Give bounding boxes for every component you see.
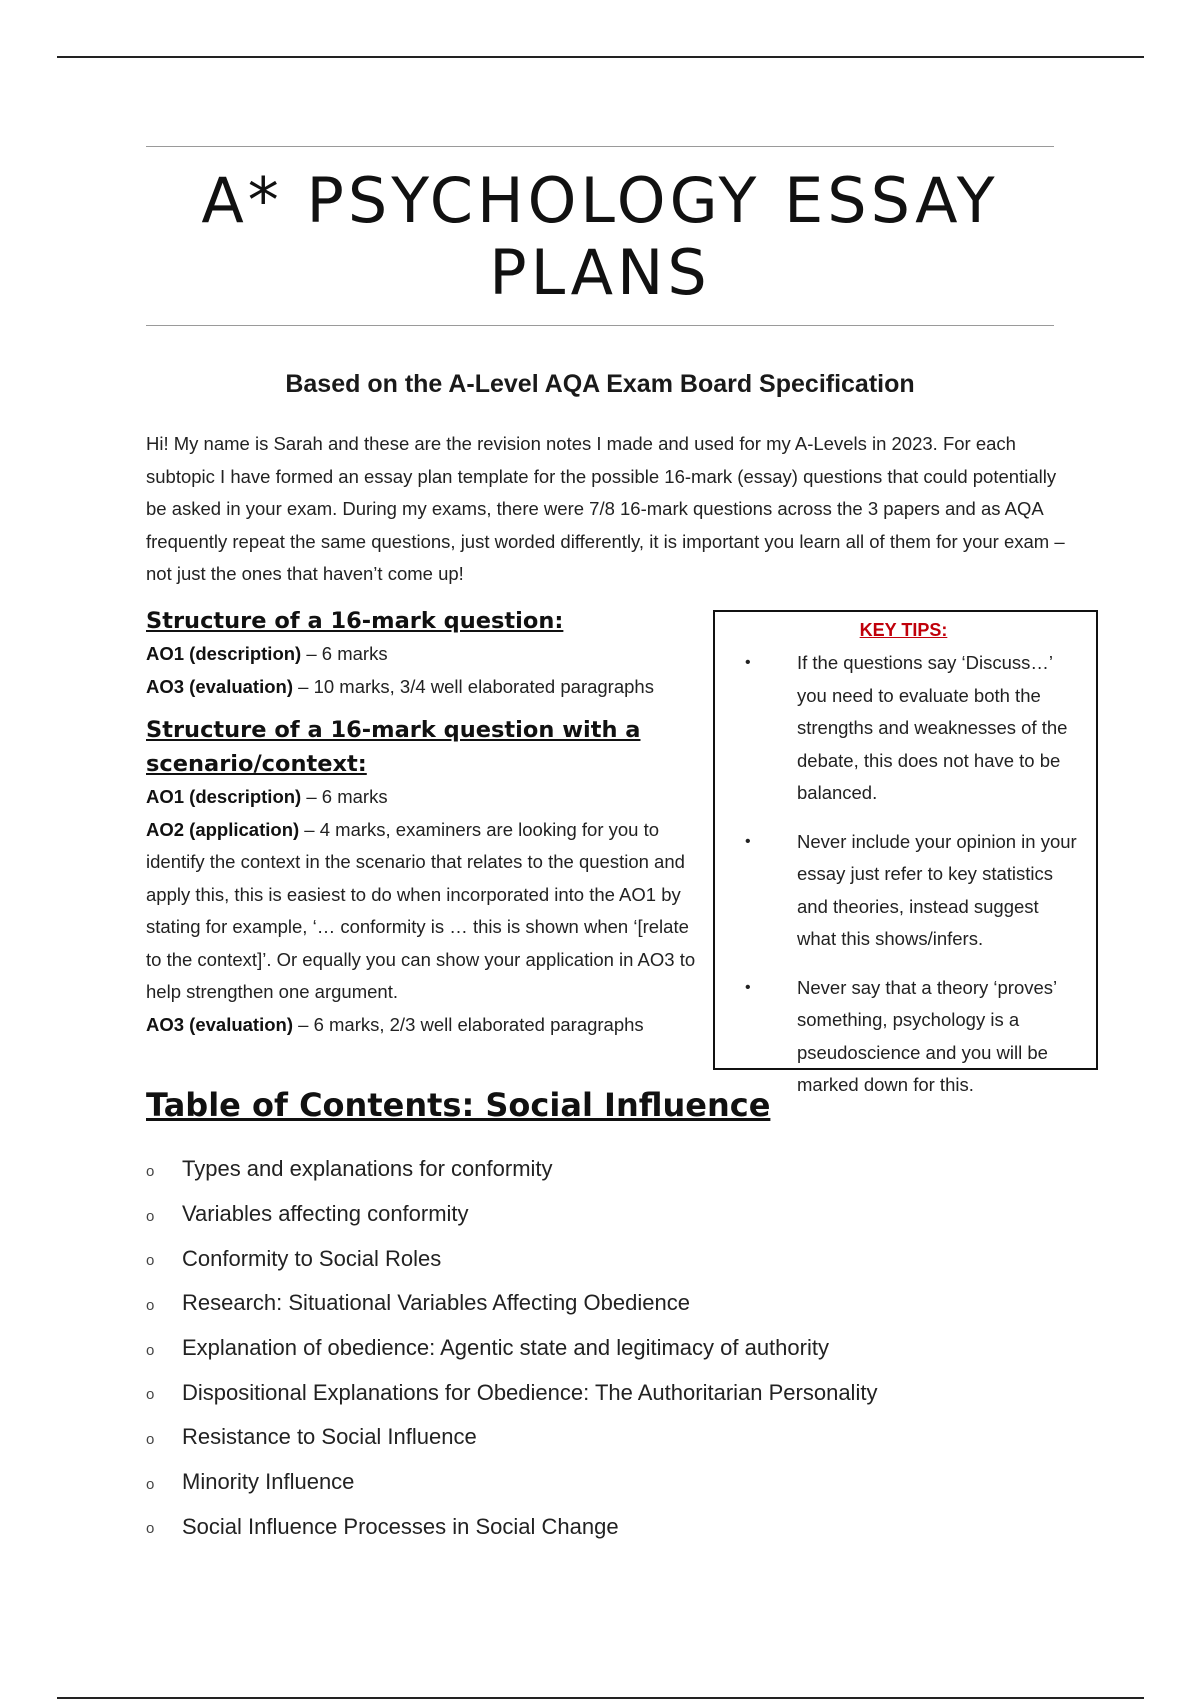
circle-bullet-icon: o (146, 1386, 155, 1404)
toc-item-label: Minority Influence (182, 1469, 355, 1495)
structure-line (146, 781, 706, 814)
toc-item-label: Variables affecting conformity (182, 1201, 469, 1227)
document-title: A* PSYCHOLOGY ESSAY PLANS (201, 164, 999, 309)
scenario-structure-heading: Structure of a 16-mark question with a scenario/context: (146, 717, 641, 777)
toc-item-label: Explanation of obedience: Agentic state and legitimacy of authority (182, 1335, 829, 1361)
bullet-icon: • (745, 832, 751, 850)
structure-line-text: – 6 marks (301, 643, 388, 664)
bullet-icon: • (745, 978, 751, 996)
toc-item[interactable] (146, 1147, 1106, 1192)
structure-line-text: – 6 marks (301, 786, 388, 807)
page-top-rule (57, 56, 1144, 58)
structure-line (146, 1009, 706, 1042)
toc-item[interactable] (146, 1236, 1106, 1281)
structure-column (146, 604, 706, 1041)
tip-item (725, 647, 1082, 810)
tip-text: If the questions say ‘Discuss…’ you need to evaluate both the strengths and weaknesses of the debate, this does not have to be balanced. (797, 652, 1068, 803)
circle-bullet-icon: o (146, 1162, 155, 1180)
toc-item[interactable] (146, 1326, 1106, 1371)
page-bottom-rule (57, 1697, 1144, 1699)
toc-item-label: Types and explanations for conformity (182, 1156, 553, 1182)
circle-bullet-icon: o (146, 1296, 155, 1314)
circle-bullet-icon: o (146, 1207, 155, 1225)
structure-heading: Structure of a 16-mark question: (146, 608, 564, 634)
toc-item[interactable] (146, 1460, 1106, 1505)
circle-bullet-icon: o (146, 1520, 155, 1538)
toc-item[interactable] (146, 1505, 1106, 1550)
key-tips-box (713, 610, 1098, 1095)
structure-line (146, 671, 706, 704)
intro-paragraph: Hi! My name is Sarah and these are the revision notes I made and used for my A-Levels in 2023. For each subtopic I have formed an essay plan template for the possible 16-mark (essay) questions that could potentially be asked in your exam. During my exams, there were 7/8 16-mark questions across the 3 papers and as AQA frequently repeat the same questions, just worded differently, it is important you learn all of them for your exam – not just the ones that haven’t come up! (146, 433, 1065, 584)
document-subtitle: Based on the A-Level AQA Exam Board Specification (285, 370, 915, 398)
tip-text: Never include your opinion in your essay just refer to key statistics and theories, instead suggest what this shows/infers. (797, 830, 1077, 949)
title-bottom-rule (146, 325, 1054, 326)
structure-line-label: AO3 (evaluation) (146, 1013, 293, 1035)
structure-line-label: AO2 (application) (146, 818, 300, 840)
structure-line-text: – 10 marks, 3/4 well elaborated paragraphs (293, 675, 654, 697)
toc-item-label: Resistance to Social Influence (182, 1424, 477, 1450)
toc-heading: Table of Contents: Social Influence (146, 1086, 771, 1124)
structure-line-label: AO1 (description) (146, 643, 302, 664)
toc-item-label: Research: Situational Variables Affecting Obedience (182, 1290, 690, 1316)
toc-item[interactable] (146, 1370, 1106, 1415)
tip-item (725, 826, 1082, 956)
toc-item[interactable] (146, 1415, 1106, 1460)
structure-line-label: AO1 (description) (146, 786, 302, 807)
toc-item-label: Dispositional Explanations for Obedience: The Authoritarian Personality (182, 1379, 878, 1405)
tip-item (725, 972, 1082, 1102)
circle-bullet-icon: o (146, 1430, 155, 1448)
toc-item[interactable] (146, 1192, 1106, 1237)
circle-bullet-icon: o (146, 1475, 155, 1493)
toc-item[interactable] (146, 1281, 1106, 1326)
structure-line-text: – 4 marks, examiners are looking for you to identify the context in the scenario that relates to the question and apply this, this is easiest to do when incorporated into the AO1 by stating for example, ‘… conformity is … this is shown when ‘[relate to the context]’. Or equally you can show your application in AO3 to help strengthen one argument. (146, 818, 696, 1002)
structure-line (146, 814, 706, 1009)
structure-line-text: – 6 marks, 2/3 well elaborated paragraphs (293, 1013, 644, 1035)
bullet-icon: • (745, 654, 751, 671)
table-of-contents (146, 1083, 1106, 1549)
structure-line-label: AO3 (evaluation) (146, 675, 293, 697)
title-block (146, 146, 1054, 326)
circle-bullet-icon: o (146, 1341, 155, 1359)
toc-item-label: Conformity to Social Roles (182, 1245, 442, 1271)
tip-text: Never say that a theory ‘proves’ something, psychology is a pseudoscience and you will be marked down for this. (797, 976, 1057, 1095)
circle-bullet-icon: o (146, 1252, 155, 1270)
structure-line (146, 638, 706, 671)
toc-item-label: Social Influence Processes in Social Change (182, 1513, 619, 1539)
key-tips-title: KEY TIPS: (859, 620, 948, 640)
